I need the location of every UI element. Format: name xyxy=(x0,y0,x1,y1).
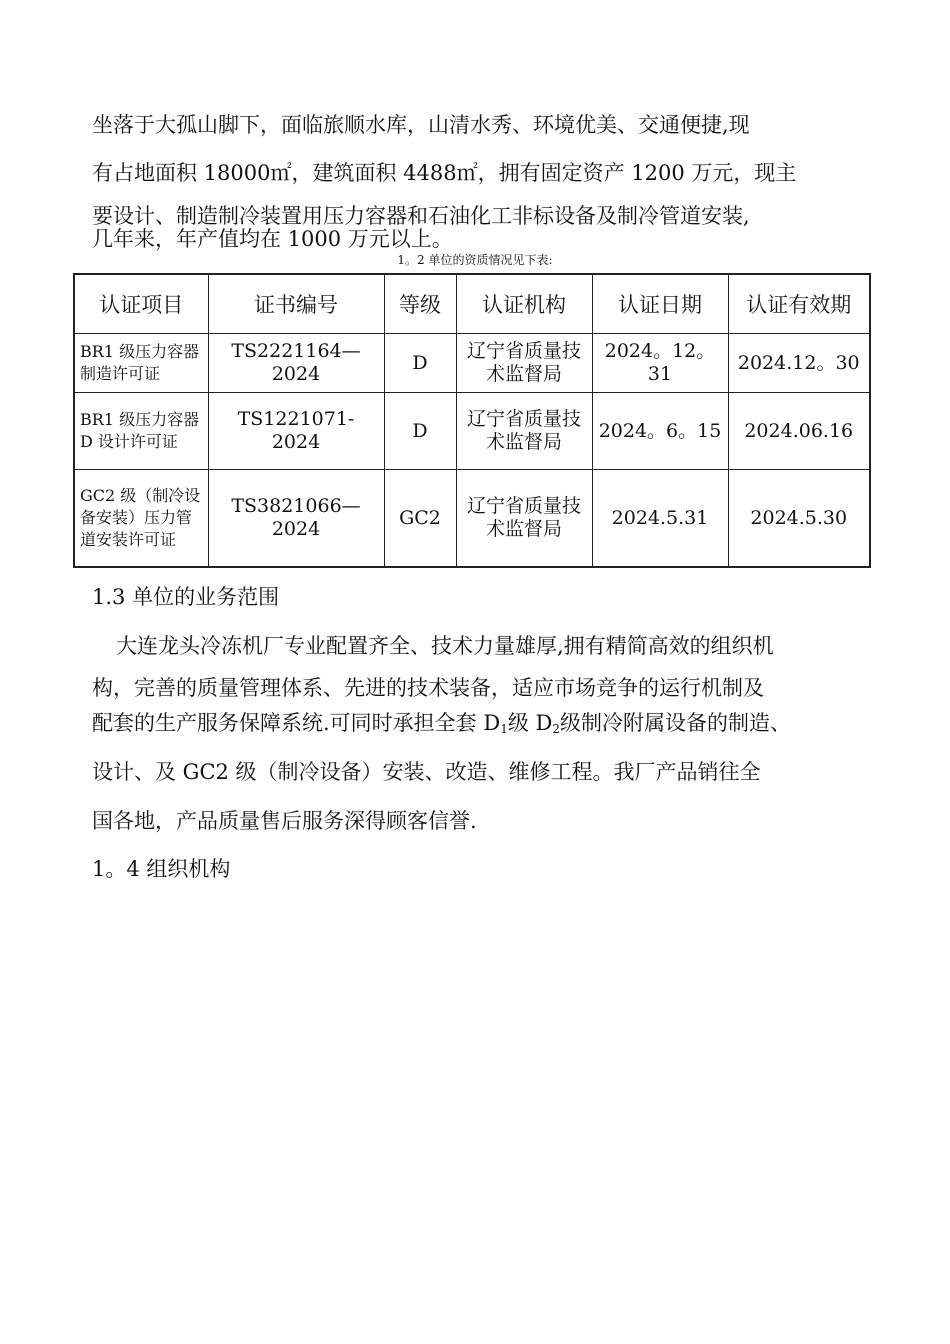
cell-grade: D xyxy=(384,334,456,393)
business-scope-line-5: 国各地，产品质量售后服务深得顾客信誉. xyxy=(92,809,477,833)
header-valid: 认证有效期 xyxy=(728,274,870,334)
intro-line-4: 几年来，年产值均在 1000 万元以上。 xyxy=(92,227,453,251)
intro-line-3: 要设计、制造制冷装置用压力容器和石油化工非标设备及制冷管道安装, xyxy=(92,204,750,228)
cell-agency: 辽宁省质量技术监督局 xyxy=(456,334,592,393)
section-heading-1-4: 1。4 组织机构 xyxy=(92,857,231,881)
header-agency: 认证机构 xyxy=(456,274,592,334)
line3-part-c: 级制冷附属设备的制造、 xyxy=(559,711,791,735)
header-cert-no: 证书编号 xyxy=(208,274,384,334)
intro-line-2: 有占地面积 18000㎡，建筑面积 4488㎡，拥有固定资产 1200 万元，现主 xyxy=(92,161,797,185)
cell-date: 2024。6。15 xyxy=(592,393,728,470)
cell-item: BR1 级压力容器制造许可证 xyxy=(74,334,208,393)
table-header-row xyxy=(74,274,870,334)
cell-grade: GC2 xyxy=(384,470,456,568)
cell-agency: 辽宁省质量技术监督局 xyxy=(456,470,592,568)
section-heading-1-3: 1.3 单位的业务范围 xyxy=(92,585,280,609)
cell-valid: 2024.12。30 xyxy=(728,334,870,393)
table-row xyxy=(74,470,870,568)
table-caption: 1。2 单位的资质情况见下表: xyxy=(397,253,553,267)
subscript-2: 2 xyxy=(552,722,560,736)
header-date: 认证日期 xyxy=(592,274,728,334)
cell-item: BR1 级压力容器 D 设计许可证 xyxy=(74,393,208,470)
qualification-table xyxy=(73,273,871,568)
cell-cert-no: TS2221164—2024 xyxy=(208,334,384,393)
cell-grade: D xyxy=(384,393,456,470)
cell-valid: 2024.5.30 xyxy=(728,470,870,568)
intro-line-1: 坐落于大孤山脚下，面临旅顺水库，山清水秀、环境优美、交通便捷,现 xyxy=(92,113,750,137)
business-scope-line-3 xyxy=(92,710,791,742)
business-scope-line-4: 设计、及 GC2 级（制冷设备）安装、改造、维修工程。我厂产品销往全 xyxy=(92,760,761,784)
table-row xyxy=(74,334,870,393)
business-scope-line-1: 大连龙头冷冻机厂专业配置齐全、技术力量雄厚,拥有精简高效的组织机 xyxy=(116,634,774,658)
cell-date: 2024。12。31 xyxy=(592,334,728,393)
cell-valid: 2024.06.16 xyxy=(728,393,870,470)
table-row xyxy=(74,393,870,470)
line3-part-a: 配套的生产服务保障系统.可同时承担全套 D xyxy=(92,711,501,735)
cell-agency: 辽宁省质量技术监督局 xyxy=(456,393,592,470)
cell-date: 2024.5.31 xyxy=(592,470,728,568)
line3-part-b: 级 D xyxy=(507,711,553,735)
subscript-1: 1 xyxy=(500,722,508,736)
cell-item: GC2 级（制冷设备安装）压力管道安装许可证 xyxy=(74,470,208,568)
header-item: 认证项目 xyxy=(74,274,208,334)
business-scope-line-2: 构，完善的质量管理体系、先进的技术装备，适应市场竞争的运行机制及 xyxy=(92,676,764,700)
cell-cert-no: TS3821066—2024 xyxy=(208,470,384,568)
header-grade: 等级 xyxy=(384,274,456,334)
cell-cert-no: TS1221071-2024 xyxy=(208,393,384,470)
